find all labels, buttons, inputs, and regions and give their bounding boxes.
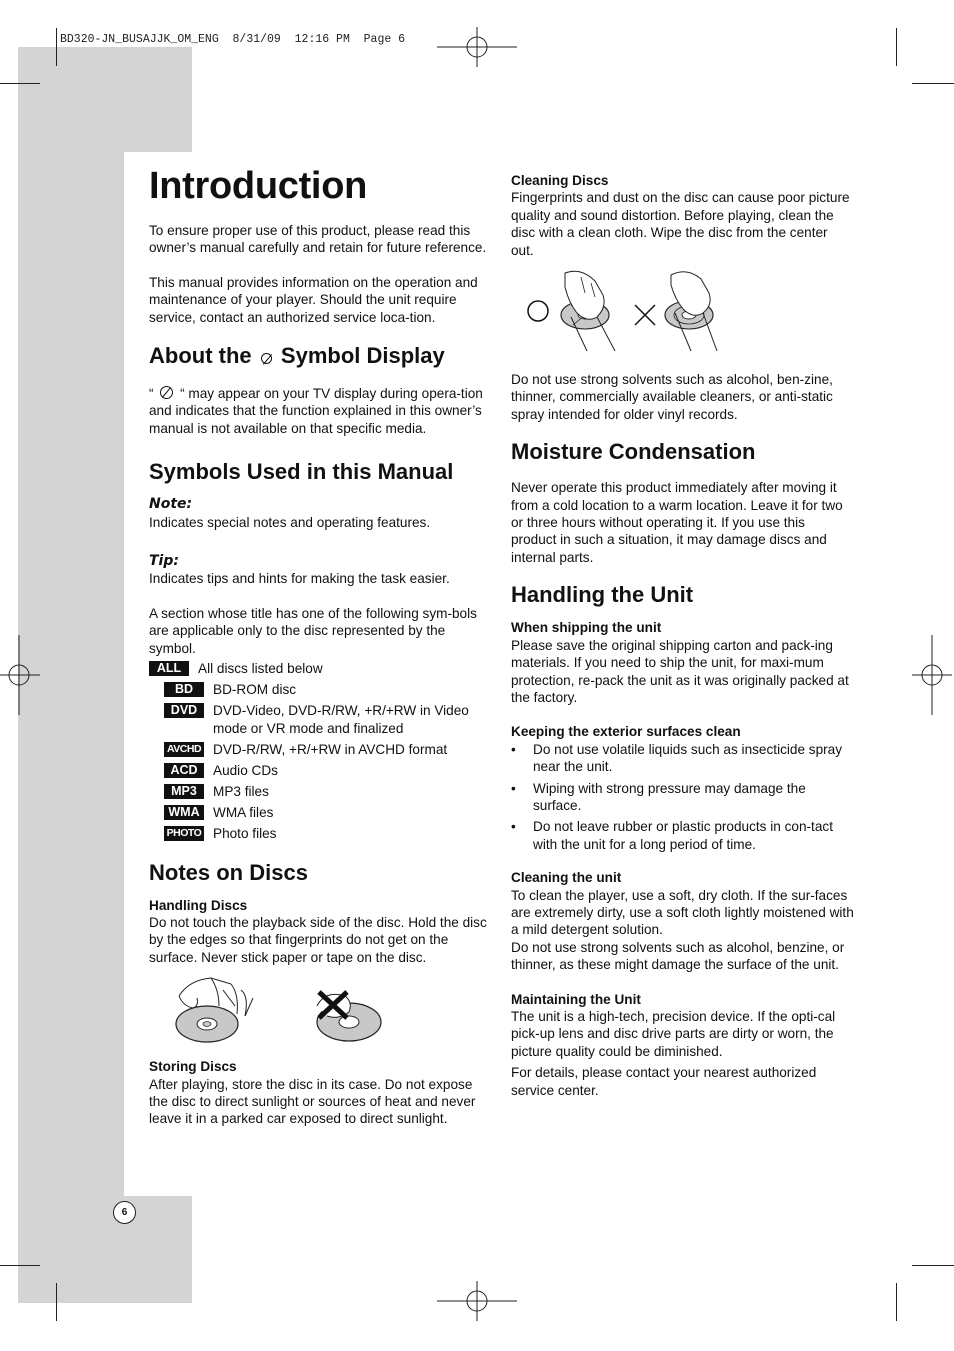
correct-mark-icon <box>528 301 548 321</box>
registration-mark-right <box>912 635 952 715</box>
disc-handling-illustration <box>149 976 489 1052</box>
dvd-badge: DVD <box>164 703 204 718</box>
maintaining-text: The unit is a high-tech, precision device. If the opti-cal pick-up lens and disc drive parts are dirty or worn, the picture quality could be diminished. <box>511 1009 836 1059</box>
all-discs-badge: ALL <box>149 661 189 676</box>
maintaining-heading: Maintaining the Unit <box>511 991 641 1007</box>
note-text: Indicates special notes and operating features. <box>149 514 431 530</box>
registration-mark-left <box>0 635 40 715</box>
registration-mark-top <box>437 27 517 67</box>
disc-symbol-list <box>149 660 489 842</box>
list-item: ACD Audio CDs <box>149 762 489 779</box>
right-column <box>511 172 854 1099</box>
moisture-heading: Moisture Condensation <box>511 439 756 465</box>
handling-discs-heading: Handling Discs <box>149 897 248 913</box>
symbols-used-heading: Symbols Used in this Manual <box>149 459 454 485</box>
list-item: DVD DVD-Video, DVD-R/RW, +R/+RW in Video mode or VR mode and finalized <box>149 702 489 737</box>
incorrect-holding-disc-icon <box>317 992 381 1041</box>
print-slug: BD320-JN_BUSAJJK_OM_ENG 8/31/09 12:16 PM Page 6 <box>60 33 406 46</box>
wma-badge: WMA <box>164 805 204 820</box>
correct-holding-disc-icon <box>176 978 253 1042</box>
list-item: AVCHD DVD-R/RW, +R/+RW in AVCHD format <box>149 741 489 758</box>
handling-discs-text: Do not touch the playback side of the disc. Hold the disc by the edges so that fingerprints do not get on the surface. Never stick paper or tape on the disc. <box>149 914 487 965</box>
photo-badge: PHOTO <box>164 826 204 841</box>
cleaning-discs-text: Fingerprints and dust on the disc can cause poor picture quality and sound distortion. Before playing, clean the disc with a clean cloth. Wipe the disc from the center out. <box>511 190 850 258</box>
handling-unit-heading: Handling the Unit <box>511 582 694 608</box>
mp3-badge: MP3 <box>164 784 204 799</box>
prohibited-symbol-icon <box>261 353 272 364</box>
exterior-heading: Keeping the exterior surfaces clean <box>511 724 741 740</box>
storing-discs-text: After playing, store the disc in its case. Do not expose the disc to direct sunlight or sources of heat and never leave it in a parked car exposed to direct sunlight. <box>149 1076 476 1127</box>
moisture-text: Never operate this product immediately after moving it from a cold location to a warm location. Leave it for two or three hours without operating it. If you use this product in such a situation, it may damage discs and internal parts. <box>511 480 843 565</box>
bd-badge: BD <box>164 682 204 697</box>
shipping-heading: When shipping the unit <box>511 620 662 636</box>
list-item: PHOTO Photo files <box>149 825 489 842</box>
intro-paragraph-2: This manual provides information on the operation and maintenance of your player. Should the unit require service, contact an authorized service loca-tion. <box>149 274 478 325</box>
list-item: • Do not use volatile liquids such as insecticide spray near the unit. <box>511 741 843 775</box>
list-item: BD BD-ROM disc <box>149 681 489 698</box>
list-item: ALL All discs listed below <box>149 660 489 677</box>
list-item: MP3 MP3 files <box>149 783 489 800</box>
symbols-section-text: A section whose title has one of the following sym-bols are applicable only to the disc represented by the symbol. <box>149 605 477 656</box>
registration-mark-bottom <box>437 1281 517 1321</box>
acd-badge: ACD <box>164 763 204 778</box>
cleaning-discs-heading: Cleaning Discs <box>511 173 609 188</box>
wipe-circular-disc-icon <box>665 272 717 351</box>
disc-cleaning-illustration <box>511 267 851 365</box>
symbol-display-heading: About the Symbol Display <box>149 343 445 369</box>
left-column <box>149 164 489 1128</box>
contact-service-text: For details, please contact your nearest authorized service center. <box>511 1065 817 1098</box>
list-item: • Wiping with strong pressure may damage the surface. <box>511 780 806 813</box>
tip-label: Tip: <box>149 553 179 570</box>
page-title: Introduction <box>149 165 368 207</box>
note-label: Note: <box>149 496 193 513</box>
prohibited-symbol-icon <box>160 386 173 399</box>
cleaning-unit-text-2: Do not use strong solvents such as alcohol, benzine, or thinner, as these might damage the surface of the unit. <box>511 939 845 973</box>
list-item: WMA WMA files <box>149 804 489 821</box>
list-item: • Do not leave rubber or plastic products in con-tact with the unit for a long period of time. <box>511 819 833 852</box>
shipping-text: Please save the original shipping carton and pack-ing materials. If you need to ship the unit, for maxi-mum protection, re-pack the unit as it was originally packed at the factory. <box>511 637 849 705</box>
page-number: 6 <box>113 1201 136 1224</box>
wipe-center-out-disc-icon <box>561 271 615 351</box>
cleaning-unit-heading: Cleaning the unit <box>511 870 622 886</box>
cleaning-solvents-text: Do not use strong solvents such as alcohol, ben-zine, thinner, commercially available cleaners, or anti-static spray intended for older vinyl records. <box>511 372 833 422</box>
tip-text: Indicates tips and hints for making the task easier. <box>149 571 450 587</box>
symbol-display-text: “ “ may appear on your TV display during opera-tion and indicates that the function explained in this owner’s manual is not available on that specific media. <box>149 386 483 436</box>
avchd-badge: AVCHD <box>164 742 204 757</box>
notes-on-discs-heading: Notes on Discs <box>149 859 308 885</box>
exterior-bullet-list <box>511 741 854 853</box>
intro-paragraph-1: To ensure proper use of this product, please read this owner’s manual carefully and retain for future reference. <box>149 223 487 256</box>
incorrect-mark-icon <box>635 305 655 325</box>
cleaning-unit-text-1: To clean the player, use a soft, dry cloth. If the sur-faces are extremely dirty, use a soft cloth lightly moistened with a mild detergent solution. <box>511 887 854 938</box>
storing-discs-heading: Storing Discs <box>149 1059 237 1075</box>
